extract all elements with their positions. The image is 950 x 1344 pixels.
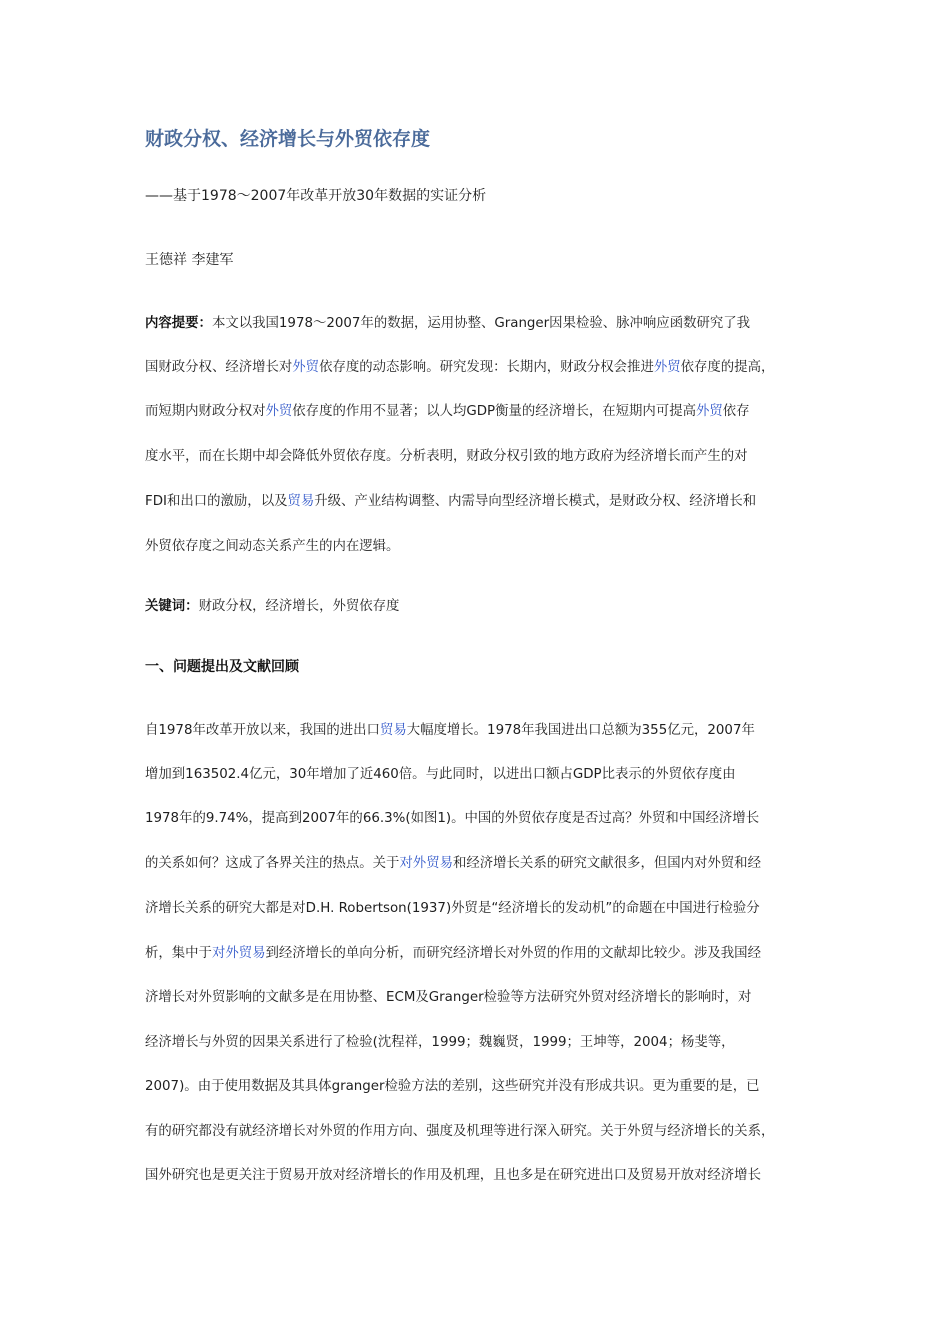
- document-title: 财政分权、经济增长与外贸依存度: [145, 128, 431, 150]
- abstract-line: [145, 312, 750, 331]
- abstract-line: 度水平，而在长期中却会降低外贸依存度。分析表明，财政分权引致的地方政府为经济增长而产生的对: [145, 449, 748, 464]
- term-link-maoyi[interactable]: 贸易: [379, 723, 407, 738]
- document-subtitle: ——基于1978～2007年改革开放30年数据的实证分析: [145, 188, 487, 204]
- keywords-text: 财政分权，经济增长，外贸依存度: [198, 599, 400, 614]
- abstract-line: [145, 356, 774, 375]
- term-link-waimao[interactable]: 外贸: [653, 360, 681, 375]
- body-line: 济增长关系的研究大都是对D.H. Robertson(1937)外贸是“经济增长的发动机”的命题在中国进行检验分: [145, 901, 760, 916]
- body-text: 析，集中于: [145, 946, 212, 961]
- term-link-waimao[interactable]: 外贸: [292, 360, 320, 375]
- abstract-label: 内容提要：: [145, 316, 212, 331]
- body-text: 和经济增长关系的研究文献很多，但国内对外贸和经: [452, 856, 761, 871]
- abstract-text: 本文以我国1978～2007年的数据，运用协整、Granger因果检验、脉冲响应函数研究了我: [211, 316, 751, 331]
- abstract-line: 外贸依存度之间动态关系产生的内在逻辑。: [145, 539, 400, 554]
- body-line: [145, 942, 761, 961]
- term-link-waimao[interactable]: 外贸: [265, 404, 293, 419]
- term-link-duiwaimaoyi[interactable]: 对外贸易: [399, 856, 453, 871]
- abstract-line: [145, 490, 756, 509]
- document-authors: 王德祥 李建军: [145, 252, 234, 268]
- body-line: 济增长对外贸影响的文献多是在用协整、ECM及Granger检验等方法研究外贸对经济增长的影响时，对: [145, 990, 752, 1005]
- abstract-text: 依存度的动态影响。研究发现：长期内，财政分权会推进: [319, 360, 654, 375]
- abstract-text: 而短期内财政分权对: [145, 404, 266, 419]
- body-text: 的关系如何？这成了各界关注的热点。关于: [145, 856, 400, 871]
- body-text: 大幅度增长。1978年我国进出口总额为355亿元，2007年: [406, 723, 755, 738]
- body-text: 到经济增长的单向分析，而研究经济增长对外贸的作用的文献却比较少。涉及我国经: [265, 946, 761, 961]
- abstract-text: 依存度的提高，: [680, 360, 775, 375]
- term-link-maoyi[interactable]: 贸易: [287, 494, 315, 509]
- abstract-text: 国财政分权、经济增长对: [145, 360, 293, 375]
- abstract-text: 依存度的作用不显著；以人均GDP衡量的经济增长，在短期内可提高: [292, 404, 696, 419]
- body-line: [145, 852, 761, 871]
- body-line: 1978年的9.74%，提高到2007年的66.3%(如图1)。中国的外贸依存度是否过高？外贸和中国经济增长: [145, 811, 760, 826]
- body-line: [145, 719, 755, 738]
- body-line: 经济增长与外贸的因果关系进行了检验(沈程祥，1999；魏巍贤，1999；王坤等，2004；杨斐等，: [145, 1035, 735, 1050]
- abstract-text: 升级、产业结构调整、内需导向型经济增长模式，是财政分权、经济增长和: [314, 494, 757, 509]
- body-line: 有的研究都没有就经济增长对外贸的作用方向、强度及机理等进行深入研究。关于外贸与经济增长的关系，: [145, 1124, 775, 1139]
- section-heading: 一、问题提出及文献回顾: [145, 659, 299, 675]
- term-link-duiwaimaoyi[interactable]: 对外贸易: [211, 946, 266, 961]
- keywords-label: 关键词：: [145, 599, 199, 614]
- body-line: 2007)。由于使用数据及其具体granger检验方法的差别，这些研究并没有形成共识。更为重要的是，已: [145, 1079, 760, 1094]
- body-text: 自1978年改革开放以来，我国的进出口: [145, 723, 380, 738]
- abstract-text: 依存: [722, 404, 750, 419]
- body-line: 国外研究也是更关注于贸易开放对经济增长的作用及机理，且也多是在研究进出口及贸易开放对经济增长: [145, 1168, 761, 1183]
- body-line: 增加到163502.4亿元，30年增加了近460倍。与此同时，以进出口额占GDP比表示的外贸依存度由: [145, 767, 736, 782]
- keywords-line: [145, 595, 399, 614]
- term-link-waimao[interactable]: 外贸: [696, 404, 723, 419]
- abstract-text: FDI和出口的激励，以及: [145, 494, 288, 509]
- abstract-line: [145, 400, 750, 419]
